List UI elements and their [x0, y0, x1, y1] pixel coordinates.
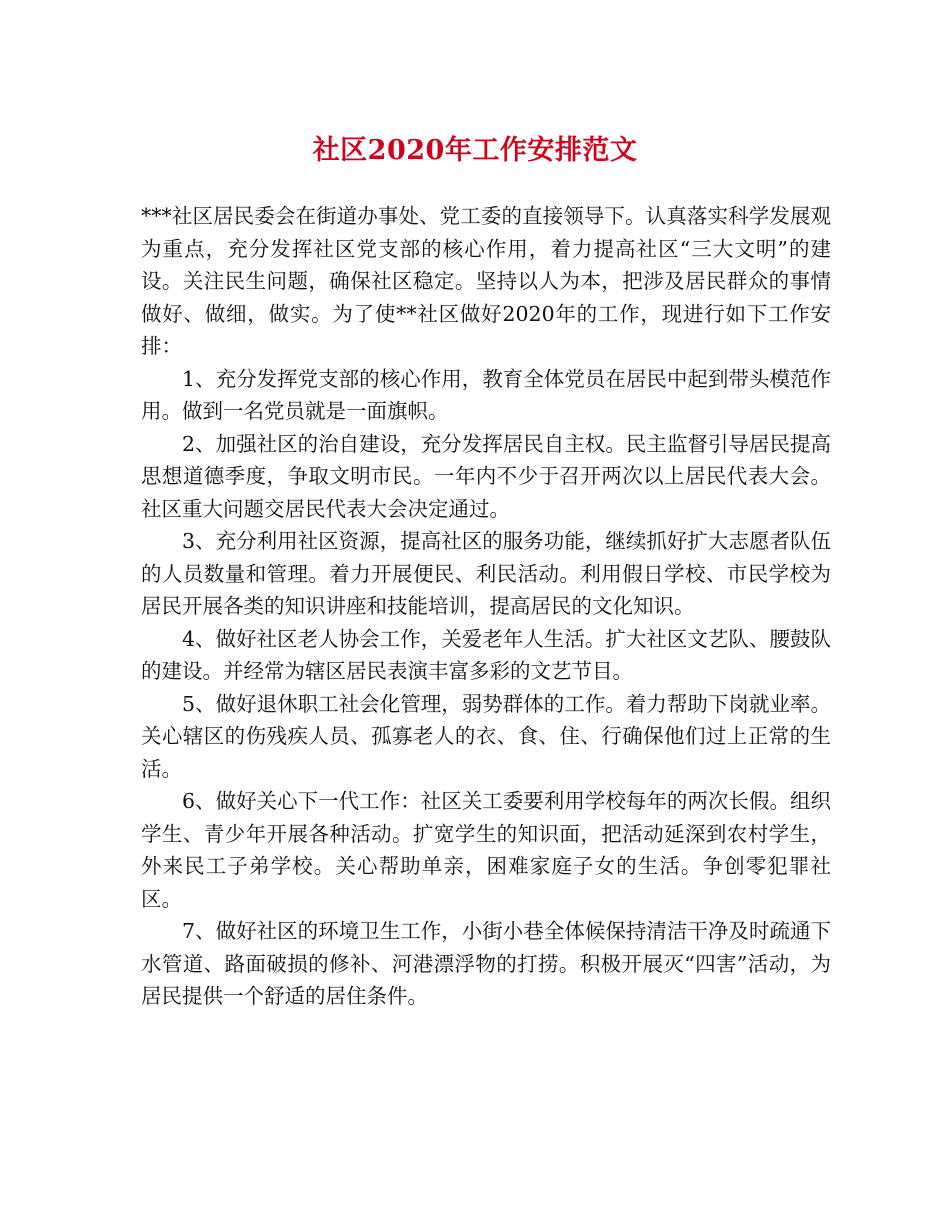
item-paragraph-3: 3、充分利用社区资源，提高社区的服务功能，继续抓好扩大志愿者队伍的人员数量和管理。着力开展便民、利民活动。利用假日学校、市民学校为居民开展各类的知识讲座和技能培训，提高居民的文化知识。	[141, 529, 831, 618]
document-title: 社区2020年工作安排范文	[312, 135, 638, 166]
item-paragraph-2: 2、加强社区的治自建设，充分发挥居民自主权。民主监督引导居民提高思想道德季度，争取文明市民。一年内不少于召开两次以上居民代表大会。社区重大问题交居民代表大会决定通过。	[141, 431, 831, 521]
intro-paragraph: ***社区居民委会在街道办事处、党工委的直接领导下。认真落实科学发展观为重点，充分发挥社区党支部的核心作用，着力提高社区“三大文明”的建设。关注民生问题，确保社区稳定。坚持以人为本，把涉及居民群众的事情做好、做细，做实。为了使**社区做好2020年的工作，现进行如下工作安排：	[141, 204, 831, 358]
item-paragraph-4: 4、做好社区老人协会工作，关爱老年人生活。扩大社区文艺队、腰鼓队的建设。并经常为辖区居民表演丰富多彩的文艺节目。	[141, 626, 831, 683]
document-body	[141, 200, 831, 1013]
item-paragraph-1: 1、充分发挥党支部的核心作用，教育全体党员在居民中起到带头模范作用。做到一名党员就是一面旗帜。	[141, 366, 831, 423]
item-paragraph-7: 7、做好社区的环境卫生工作，小街小巷全体候保持清洁干净及时疏通下水管道、路面破损的修补、河港漂浮物的打捞。积极开展灭“四害”活动，为居民提供一个舒适的居住条件。	[141, 919, 831, 1008]
item-paragraph-5: 5、做好退休职工社会化管理，弱势群体的工作。着力帮助下岗就业率。关心辖区的伤残疾人员、孤寡老人的衣、食、住、行确保他们过上正常的生活。	[141, 691, 831, 781]
item-paragraph-6: 6、做好关心下一代工作：社区关工委要利用学校每年的两次长假。组织学生、青少年开展各种活动。扩宽学生的知识面，把活动延深到农村学生，外来民工子弟学校。关心帮助单亲，困难家庭子女的生活。争创零犯罪社区。	[141, 789, 831, 911]
